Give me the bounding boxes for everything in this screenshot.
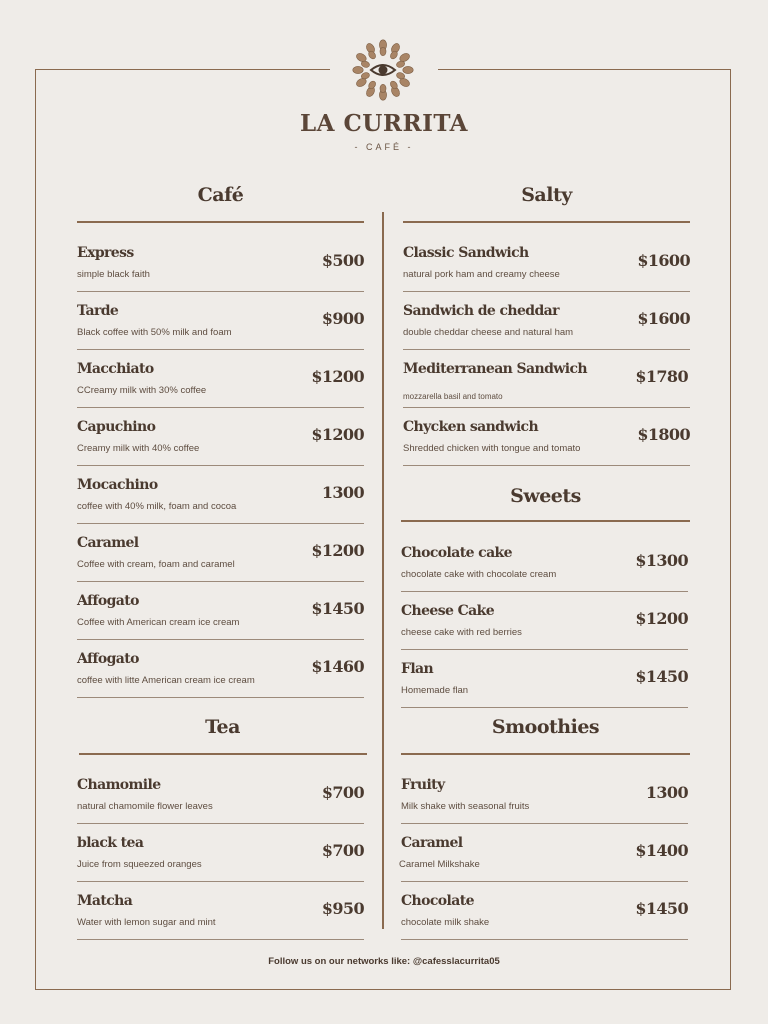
item-price: $1460 xyxy=(311,657,364,676)
item-name: Affogato xyxy=(77,593,139,609)
column-divider xyxy=(382,212,384,929)
menu-item xyxy=(401,591,688,650)
menu-item xyxy=(77,523,364,582)
menu-item xyxy=(403,349,690,408)
item-price: $1200 xyxy=(311,541,364,560)
item-desc: coffee with 40% milk, foam and cocoa xyxy=(77,501,237,512)
item-desc: chocolate cake with chocolate cream xyxy=(401,569,557,580)
item-desc: Coffee with American cream ice cream xyxy=(77,617,240,628)
menu-item xyxy=(403,407,690,466)
section-rule xyxy=(79,753,367,755)
item-desc: Black coffee with 50% milk and foam xyxy=(77,327,232,338)
item-name: Capuchino xyxy=(77,419,156,435)
coffee-bean-icon xyxy=(353,66,363,73)
item-desc: Juice from squeezed oranges xyxy=(77,859,202,870)
coffee-bean-icon xyxy=(380,84,386,92)
item-desc: Homemade flan xyxy=(401,685,469,696)
menu-item xyxy=(77,765,364,824)
menu-item xyxy=(403,233,690,292)
menu-item xyxy=(77,823,364,882)
item-desc: Creamy milk with 40% coffee xyxy=(77,443,200,454)
item-name: black tea xyxy=(77,835,144,851)
item-name: Flan xyxy=(401,661,434,677)
item-price: $1450 xyxy=(311,599,364,618)
item-name: Matcha xyxy=(77,893,133,909)
section-title: Smoothies xyxy=(491,716,600,738)
item-name: Classic Sandwich xyxy=(403,245,529,261)
menu-item xyxy=(77,465,364,524)
item-desc: Milk shake with seasonal fruits xyxy=(401,801,530,812)
item-desc: Shredded chicken with tongue and tomato xyxy=(403,443,581,454)
item-desc: natural chamomile flower leaves xyxy=(77,801,213,812)
footer-social-note: Follow us on our networks like: @cafesslacurrita05 xyxy=(268,956,500,967)
section-salty xyxy=(403,182,690,472)
menu-item xyxy=(401,533,688,592)
item-price: $1600 xyxy=(637,309,690,328)
section-rule xyxy=(401,520,690,522)
menu-item xyxy=(401,881,688,940)
menu-item xyxy=(77,233,364,292)
item-desc: Water with lemon sugar and mint xyxy=(77,917,216,928)
menu-item xyxy=(77,881,364,940)
item-desc: CCreamy milk with 30% coffee xyxy=(77,385,207,396)
item-price: $1200 xyxy=(311,367,364,386)
item-price: $1450 xyxy=(635,899,688,918)
section-tea xyxy=(77,714,364,934)
item-price: $900 xyxy=(321,309,364,328)
item-price: $1450 xyxy=(635,667,688,686)
item-price: $700 xyxy=(321,783,364,802)
item-price: 1300 xyxy=(645,783,688,802)
section-rule xyxy=(401,753,690,755)
menu-item xyxy=(401,649,688,708)
item-name: Caramel xyxy=(77,535,139,551)
section-cafe xyxy=(77,182,364,702)
item-price: $950 xyxy=(321,899,364,918)
item-name: Cheese Cake xyxy=(401,603,495,619)
item-desc: double cheddar cheese and natural ham xyxy=(403,327,574,338)
item-price: $1780 xyxy=(635,367,688,386)
item-name: Fruity xyxy=(401,777,445,793)
item-desc: cheese cake with red berries xyxy=(401,627,522,638)
menu-item xyxy=(77,349,364,408)
item-desc: Coffee with cream, foam and caramel xyxy=(77,559,235,570)
item-name: Chocolate xyxy=(401,893,474,909)
menu-item xyxy=(77,407,364,466)
coffee-bean-icon xyxy=(380,47,386,55)
item-name: Chycken sandwich xyxy=(403,419,539,435)
section-rule xyxy=(77,221,364,223)
item-name: Macchiato xyxy=(77,361,154,377)
item-price: $1600 xyxy=(637,251,690,270)
brand-subtitle: - CAFÉ - xyxy=(354,142,414,152)
section-rule xyxy=(403,221,690,223)
section-title: Café xyxy=(197,184,244,206)
item-name: Sandwich de cheddar xyxy=(403,303,559,319)
menu-item xyxy=(403,291,690,350)
item-name: Affogato xyxy=(77,651,139,667)
menu-item xyxy=(401,765,688,824)
coffee-bean-icon xyxy=(403,66,413,73)
brand-name: LA CURRITA xyxy=(299,110,469,137)
item-name: Express xyxy=(77,245,134,261)
item-name: Caramel xyxy=(401,835,463,851)
menu-item xyxy=(77,581,364,640)
item-price: $1800 xyxy=(637,425,690,444)
item-desc: chocolate milk shake xyxy=(401,917,490,928)
section-title: Salty xyxy=(521,184,572,206)
item-name: Chocolate cake xyxy=(401,545,512,561)
section-title: Tea xyxy=(205,716,240,738)
section-title: Sweets xyxy=(510,485,581,507)
coffee-bean-eye-logo xyxy=(348,37,418,103)
item-name: Chamomile xyxy=(77,777,161,793)
section-sweets xyxy=(401,483,690,703)
item-price: $1400 xyxy=(635,841,688,860)
menu-item xyxy=(77,291,364,350)
item-name: Tarde xyxy=(77,303,119,319)
item-desc: Caramel Milkshake xyxy=(399,859,480,870)
item-desc: simple black faith xyxy=(77,269,150,280)
item-price: $500 xyxy=(321,251,364,270)
section-smoothies xyxy=(401,714,690,934)
item-desc: natural pork ham and creamy cheese xyxy=(403,269,560,280)
item-price: $1200 xyxy=(311,425,364,444)
item-price: $1300 xyxy=(635,551,688,570)
menu-item xyxy=(77,639,364,698)
item-price: 1300 xyxy=(321,483,364,502)
item-desc: coffee with litte American cream ice cream xyxy=(77,675,255,686)
item-name: Mocachino xyxy=(77,477,158,493)
menu-item xyxy=(401,823,688,882)
item-desc: mozzarella basil and tomato xyxy=(403,392,503,401)
item-name: Mediterranean Sandwich xyxy=(403,361,587,377)
item-price: $1200 xyxy=(635,609,688,628)
item-price: $700 xyxy=(321,841,364,860)
